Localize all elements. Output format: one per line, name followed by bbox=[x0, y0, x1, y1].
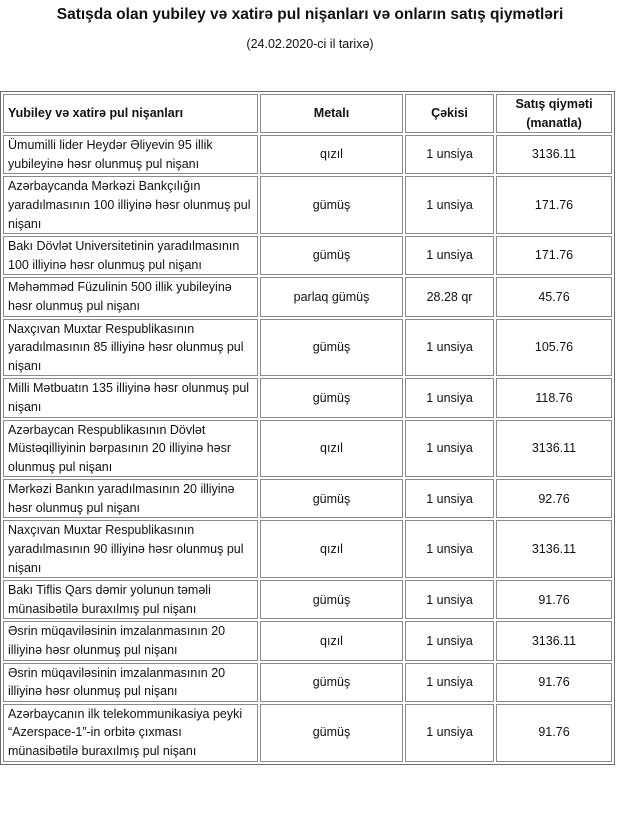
row-weight: 1 unsiya bbox=[405, 236, 494, 275]
row-name: Əsrin müqaviləsinin imzalanmasının 20 illiyinə həsr olunmuş pul nişanı bbox=[3, 621, 258, 660]
row-name: Bakı Tiflis Qars dəmir yolunun təməli münasibətilə buraxılmış pul nişanı bbox=[3, 580, 258, 619]
row-name: Ümumilli lider Heydər Əliyevin 95 illik yubileyinə həsr olunmuş pul nişanı bbox=[3, 135, 258, 174]
row-weight: 1 unsiya bbox=[405, 479, 494, 518]
row-name: Əsrin müqaviləsinin imzalanmasının 20 illiyinə həsr olunmuş pul nişanı bbox=[3, 663, 258, 702]
row-price: 91.76 bbox=[496, 704, 612, 762]
row-metal: qızıl bbox=[260, 520, 403, 578]
row-weight: 1 unsiya bbox=[405, 580, 494, 619]
row-name: Bakı Dövlət Universitetinin yaradılmasının 100 illiyinə həsr olunmuş pul nişanı bbox=[3, 236, 258, 275]
row-metal: gümüş bbox=[260, 319, 403, 377]
row-weight: 1 unsiya bbox=[405, 663, 494, 702]
row-metal: qızıl bbox=[260, 621, 403, 660]
table-row bbox=[3, 479, 612, 518]
column-header-weight: Çəkisi bbox=[405, 94, 494, 133]
page-subtitle: (24.02.2020-ci il tarixə) bbox=[246, 37, 374, 51]
row-price: 171.76 bbox=[496, 236, 612, 275]
column-header-metal: Metalı bbox=[260, 94, 403, 133]
row-price: 91.76 bbox=[496, 580, 612, 619]
row-price: 3136.11 bbox=[496, 135, 612, 174]
row-metal: gümüş bbox=[260, 479, 403, 518]
row-price: 3136.11 bbox=[496, 420, 612, 478]
row-weight: 1 unsiya bbox=[405, 135, 494, 174]
table-row bbox=[3, 176, 612, 234]
row-weight: 1 unsiya bbox=[405, 176, 494, 234]
row-name: Məhəmməd Füzulinin 500 illik yubileyinə həsr olunmuş pul nişanı bbox=[3, 277, 258, 316]
row-price: 105.76 bbox=[496, 319, 612, 377]
column-header-price: Satış qiyməti (manatla) bbox=[496, 94, 612, 133]
price-table bbox=[0, 91, 615, 765]
table-row bbox=[3, 663, 612, 702]
row-price: 45.76 bbox=[496, 277, 612, 316]
row-weight: 1 unsiya bbox=[405, 520, 494, 578]
column-header-name: Yubiley və xatirə pul nişanları bbox=[3, 94, 258, 133]
table-row bbox=[3, 277, 612, 316]
row-metal: gümüş bbox=[260, 378, 403, 417]
row-weight: 1 unsiya bbox=[405, 704, 494, 762]
row-name: Milli Mətbuatın 135 illiyinə həsr olunmuş pul nişanı bbox=[3, 378, 258, 417]
table-row bbox=[3, 236, 612, 275]
row-name: Azərbaycanın ilk telekommunikasiya peyki “Azerspace-1”-in orbitə çıxması münasibətilə buraxılmış pul nişanı bbox=[3, 704, 258, 762]
row-metal: gümüş bbox=[260, 704, 403, 762]
table-row bbox=[3, 378, 612, 417]
row-weight: 1 unsiya bbox=[405, 621, 494, 660]
table-row bbox=[3, 520, 612, 578]
row-weight: 28.28 qr bbox=[405, 277, 494, 316]
row-metal: qızıl bbox=[260, 135, 403, 174]
row-metal: gümüş bbox=[260, 176, 403, 234]
table-row bbox=[3, 580, 612, 619]
row-name: Azərbaycanda Mərkəzi Bankçılığın yaradılmasının 100 illiyinə həsr olunmuş pul nişanı bbox=[3, 176, 258, 234]
table-row bbox=[3, 704, 612, 762]
row-price: 3136.11 bbox=[496, 520, 612, 578]
row-metal: qızıl bbox=[260, 420, 403, 478]
row-weight: 1 unsiya bbox=[405, 378, 494, 417]
row-name: Naxçıvan Muxtar Respublikasının yaradılmasının 90 illiyinə həsr olunmuş pul nişanı bbox=[3, 520, 258, 578]
row-name: Naxçıvan Muxtar Respublikasının yaradılmasının 85 illiyinə həsr olunmuş pul nişanı bbox=[3, 319, 258, 377]
table-body bbox=[3, 135, 612, 761]
table-row bbox=[3, 319, 612, 377]
row-metal: gümüş bbox=[260, 663, 403, 702]
row-name: Mərkəzi Bankın yaradılmasının 20 illiyinə həsr olunmuş pul nişanı bbox=[3, 479, 258, 518]
table-row bbox=[3, 621, 612, 660]
row-price: 171.76 bbox=[496, 176, 612, 234]
row-metal: gümüş bbox=[260, 580, 403, 619]
row-price: 118.76 bbox=[496, 378, 612, 417]
row-weight: 1 unsiya bbox=[405, 420, 494, 478]
table-row bbox=[3, 420, 612, 478]
row-price: 91.76 bbox=[496, 663, 612, 702]
row-price: 92.76 bbox=[496, 479, 612, 518]
table-row bbox=[3, 135, 612, 174]
row-name: Azərbaycan Respublikasının Dövlət Müstəqilliyinin bərpasının 20 illiyinə həsr olunmuş pul nişanı bbox=[3, 420, 258, 478]
row-price: 3136.11 bbox=[496, 621, 612, 660]
row-metal: parlaq gümüş bbox=[260, 277, 403, 316]
table-header-row bbox=[3, 94, 612, 133]
page-title: Satışda olan yubiley və xatirə pul nişanları və onların satış qiymətləri bbox=[56, 6, 564, 23]
row-weight: 1 unsiya bbox=[405, 319, 494, 377]
row-metal: gümüş bbox=[260, 236, 403, 275]
